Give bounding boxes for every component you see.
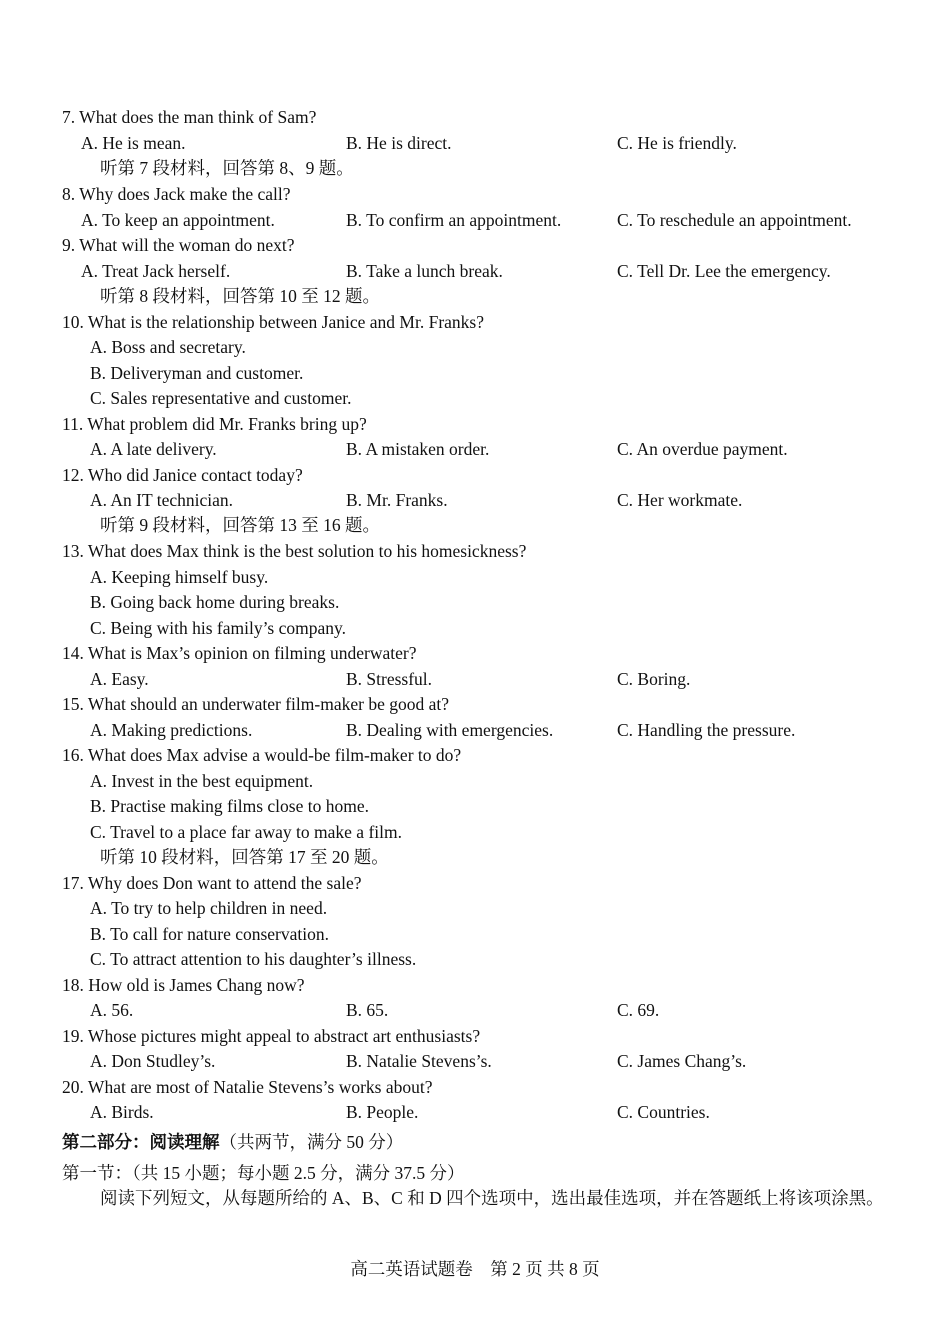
listening-note-10: 听第 10 段材料，回答第 17 至 20 题。 <box>100 847 389 867</box>
question-7-option-b: B. He is direct. <box>346 133 452 153</box>
question-16-option-a: A. Invest in the best equipment. <box>90 771 314 791</box>
question-18-option-c: C. 69. <box>617 1000 660 1020</box>
question-14-option-c: C. Boring. <box>617 669 691 689</box>
question-18-option-b: B. 65. <box>346 1000 389 1020</box>
question-12-stem: 12. Who did Janice contact today? <box>62 465 303 485</box>
question-7-stem: 7. What does the man think of Sam? <box>62 107 317 127</box>
question-17-stem: 17. Why does Don want to attend the sale? <box>62 873 362 893</box>
question-10-option-a: A. Boss and secretary. <box>90 337 246 357</box>
question-9-option-b: B. Take a lunch break. <box>346 261 503 281</box>
question-16-option-b: B. Practise making films close to home. <box>90 796 369 816</box>
question-20-option-a: A. Birds. <box>90 1102 154 1122</box>
question-20-option-b: B. People. <box>346 1102 419 1122</box>
question-7-option-a: A. He is mean. <box>81 133 186 153</box>
question-13-option-c: C. Being with his family’s company. <box>90 618 346 638</box>
question-15-option-c: C. Handling the pressure. <box>617 720 796 740</box>
question-15-option-a: A. Making predictions. <box>90 720 253 740</box>
question-9-option-c: C. Tell Dr. Lee the emergency. <box>617 261 831 281</box>
question-17-option-c: C. To attract attention to his daughter’s illness. <box>90 949 417 969</box>
question-10-option-c: C. Sales representative and customer. <box>90 388 352 408</box>
question-16-stem: 16. What does Max advise a would-be film-maker to do? <box>62 745 462 765</box>
listening-note-8: 听第 8 段材料，回答第 10 至 12 题。 <box>100 286 380 306</box>
question-17-option-b: B. To call for nature conservation. <box>90 924 330 944</box>
question-19-option-c: C. James Chang’s. <box>617 1051 747 1071</box>
question-18-option-a: A. 56. <box>90 1000 134 1020</box>
reading-instructions: 阅读下列短文，从每题所给的 A、B、C 和 D 四个选项中，选出最佳选项，并在答题纸上将该项涂黑。 <box>100 1188 884 1208</box>
listening-note-7: 听第 7 段材料，回答第 8、9 题。 <box>100 158 354 178</box>
question-12-option-c: C. Her workmate. <box>617 490 743 510</box>
question-7-option-c: C. He is friendly. <box>617 133 737 153</box>
question-18-stem: 18. How old is James Chang now? <box>62 975 305 995</box>
question-14-stem: 14. What is Max’s opinion on filming underwater? <box>62 643 417 663</box>
question-9-option-a: A. Treat Jack herself. <box>81 261 231 281</box>
section-1-heading: 第一节：（共 15 小题；每小题 2.5 分，满分 37.5 分） <box>62 1163 465 1183</box>
question-8-option-b: B. To confirm an appointment. <box>346 210 562 230</box>
question-19-option-a: A. Don Studley’s. <box>90 1051 216 1071</box>
part-2-suffix: （共两节，满分 50 分） <box>219 1132 404 1152</box>
question-8-stem: 8. Why does Jack make the call? <box>62 184 291 204</box>
question-11-option-b: B. A mistaken order. <box>346 439 490 459</box>
question-11-stem: 11. What problem did Mr. Franks bring up? <box>62 414 367 434</box>
question-13-option-b: B. Going back home during breaks. <box>90 592 340 612</box>
question-13-option-a: A. Keeping himself busy. <box>90 567 269 587</box>
question-12-option-b: B. Mr. Franks. <box>346 490 448 510</box>
question-20-option-c: C. Countries. <box>617 1102 710 1122</box>
question-10-option-b: B. Deliveryman and customer. <box>90 363 304 383</box>
question-13-stem: 13. What does Max think is the best solution to his homesickness? <box>62 541 527 561</box>
question-10-stem: 10. What is the relationship between Janice and Mr. Franks? <box>62 312 484 332</box>
question-14-option-a: A. Easy. <box>90 669 149 689</box>
question-19-option-b: B. Natalie Stevens’s. <box>346 1051 492 1071</box>
part-2-heading <box>62 1131 403 1153</box>
question-15-option-b: B. Dealing with emergencies. <box>346 720 554 740</box>
question-9-stem: 9. What will the woman do next? <box>62 235 295 255</box>
question-15-stem: 15. What should an underwater film-maker be good at? <box>62 694 449 714</box>
question-12-option-a: A. An IT technician. <box>90 490 234 510</box>
page-footer: 高二英语试题卷 第 2 页 共 8 页 <box>350 1259 600 1279</box>
question-8-option-a: A. To keep an appointment. <box>81 210 275 230</box>
question-20-stem: 20. What are most of Natalie Stevens’s works about? <box>62 1077 433 1097</box>
listening-note-9: 听第 9 段材料，回答第 13 至 16 题。 <box>100 515 380 535</box>
question-17-option-a: A. To try to help children in need. <box>90 898 328 918</box>
question-16-option-c: C. Travel to a place far away to make a film. <box>90 822 402 842</box>
question-11-option-c: C. An overdue payment. <box>617 439 788 459</box>
question-8-option-c: C. To reschedule an appointment. <box>617 210 852 230</box>
question-14-option-b: B. Stressful. <box>346 669 433 689</box>
part-2-title: 第二部分：阅读理解 <box>62 1132 220 1152</box>
question-11-option-a: A. A late delivery. <box>90 439 217 459</box>
question-19-stem: 19. Whose pictures might appeal to abstract art enthusiasts? <box>62 1026 481 1046</box>
